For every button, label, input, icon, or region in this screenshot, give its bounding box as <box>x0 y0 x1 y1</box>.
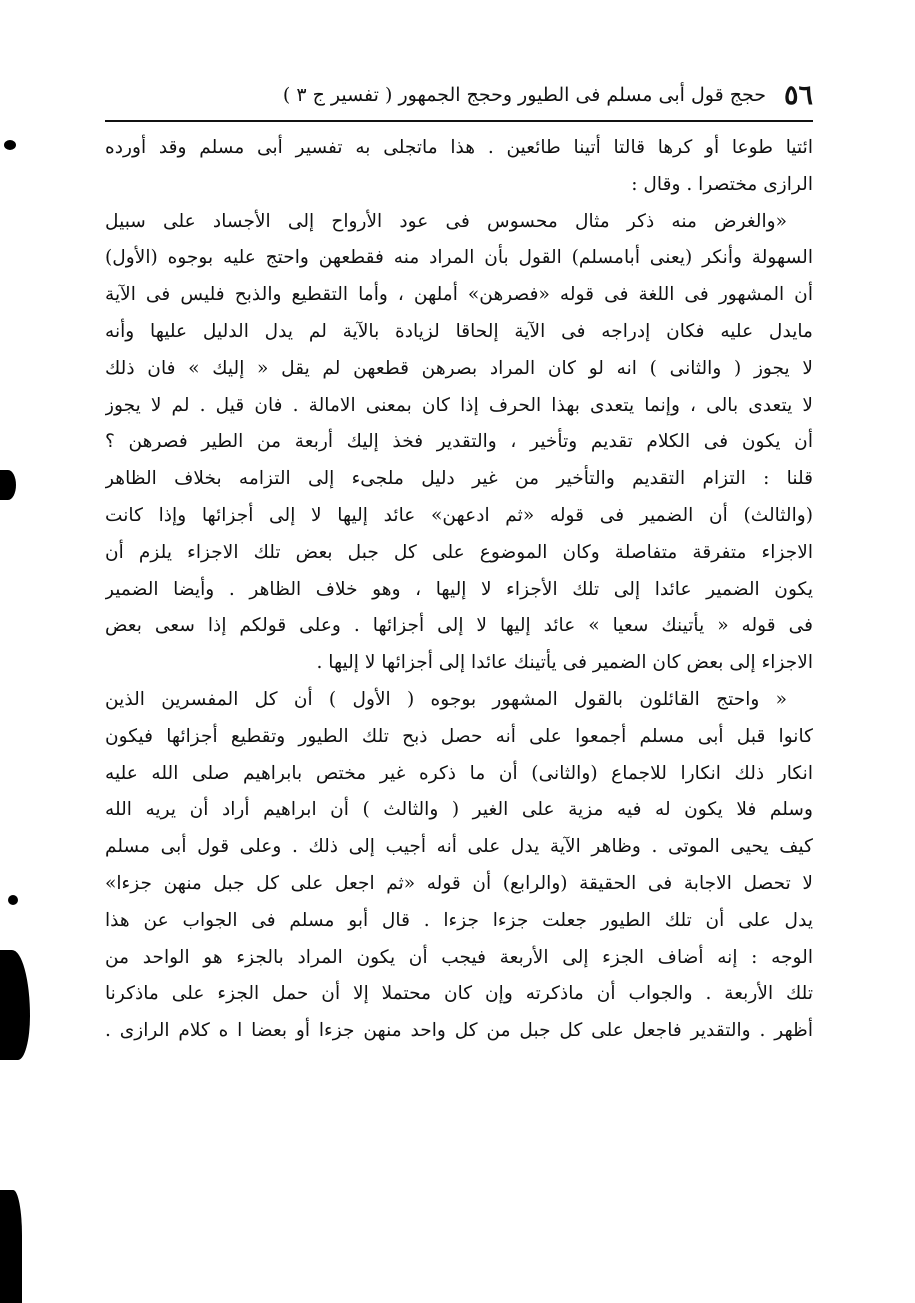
body-text <box>105 130 813 1050</box>
text-line: لا يجوز ( والثانى ) انه لو كان المراد بصرهن قطعهن لم يقل « إليك » فان ذلك <box>105 357 813 379</box>
running-head: حجج قول أبى مسلم فى الطيور وحجج الجمهور ( تفسير ج ٣ ) <box>282 84 766 106</box>
text-line: (والثالث) أن الضمير فى قوله «ثم ادعهن» عائد إليها لا إلى أجزائها وإذا كانت <box>105 504 813 526</box>
text-line: كيف يحيى الموتى . وظاهر الآية يدل على أنه أجيب إلى ذلك . وعلى قول أبى مسلم <box>105 836 813 858</box>
text-line: كانوا قبل أبى مسلم أجمعوا على أنه حصل ذبح تلك الطيور وتقطيع أجزائها فيكون <box>105 725 813 747</box>
text-line: أن المشهور فى اللغة فى قوله «فصرهن» أملهن ، وأما التقطيع والذبح فليس فى الآية <box>105 284 813 306</box>
text-line: الرازى مختصرا . وقال : <box>631 173 813 195</box>
text-line: أظهر . والتقدير فاجعل على كل جبل من كل واحد منهن جزءا أو بعضا ا ه كلام الرازى . <box>105 1020 813 1042</box>
text-line: الاجزاء متفرقة متفاصلة وكان الموضوع على كل جبل بعض تلك الاجزاء يلزم أن <box>105 541 813 563</box>
text-line: الاجزاء إلى بعض كان الضمير فى يأتينك عائدا إلى أجزائها لا إليها . <box>316 652 813 674</box>
scan-mark <box>0 470 16 500</box>
scan-mark <box>8 895 18 905</box>
text-line: لا يتعدى بالى ، وإنما يتعدى بهذا الحرف إذا كان بمعنى الامالة . فان قيل . لم لا يجوز <box>105 394 813 416</box>
text-line: قلنا : التزام التقديم والتأخير من غير دليل ملجىء إلى التزامه بخلاف الظاهر <box>105 468 813 490</box>
scan-mark <box>0 950 30 1060</box>
page-content <box>105 70 813 1050</box>
text-line: أن يكون فى الكلام تقديم وتأخير ، والتقدير فخذ إليك أربعة من الطير فصرهن ؟ <box>105 431 813 453</box>
text-line: انكار ذلك انكارا للاجماع (والثانى) أن ما ذكره غير مختص بابراهيم صلى الله عليه <box>105 762 813 784</box>
text-line: الوجه : إنه أضاف الجزء إلى الأربعة فيجب أن يكون المراد بالجزء هو الواحد من <box>105 946 813 968</box>
text-line: « واحتج القائلون بالقول المشهور بوجوه ( الأول ) أن كل المفسرين الذين <box>105 688 787 710</box>
page-header <box>105 70 813 120</box>
scan-mark <box>4 140 16 150</box>
text-line: «والغرض منه ذكر مثال محسوس فى عود الأرواح إلى الأجساد على سبيل <box>105 210 787 232</box>
text-line: وسلم فلا يكون له فيه مزية على الغير ( والثالث ) أن ابراهيم أراد أن يريه الله <box>105 799 813 821</box>
text-line: فى قوله « يأتينك سعيا » عائد إليها لا إلى أجزائها . وعلى قولكم إذا سعى بعض <box>105 615 813 637</box>
text-line: يدل على أن تلك الطيور جعلت جزءا جزءا . قال أبو مسلم فى الجواب عن هذا <box>105 909 813 931</box>
text-line: السهولة وأنكر (يعنى أبامسلم) القول بأن المراد منه فقطعهن واحتج عليه بوجوه (الأول) <box>105 247 813 269</box>
header-rule <box>105 120 813 122</box>
text-line: يكون الضمير عائدا إلى تلك الأجزاء لا إليها ، وهو خلاف الظاهر . وأيضا الضمير <box>105 578 813 600</box>
text-line: مايدل عليه فكان إدراجه فى الآية إلحاقا لزيادة بالآية لم يدل الدليل عليها وأنه <box>105 320 813 342</box>
text-line: لا تحصل الاجابة فى الحقيقة (والرابع) أن قوله «ثم اجعل على كل جبل منهن جزءا» <box>105 872 813 894</box>
text-line: ائتيا طوعا أو كرها قالتا أتينا طائعين . هذا ماتجلى به تفسير أبى مسلم وقد أورده <box>105 137 813 158</box>
page-number: ٥٦ <box>783 79 813 111</box>
text-line: تلك الأربعة . والجواب أن ماذكرته وإن كان محتملا إلا أن حمل الجزء على ماذكرنا <box>105 983 813 1005</box>
scan-mark <box>0 1190 22 1303</box>
